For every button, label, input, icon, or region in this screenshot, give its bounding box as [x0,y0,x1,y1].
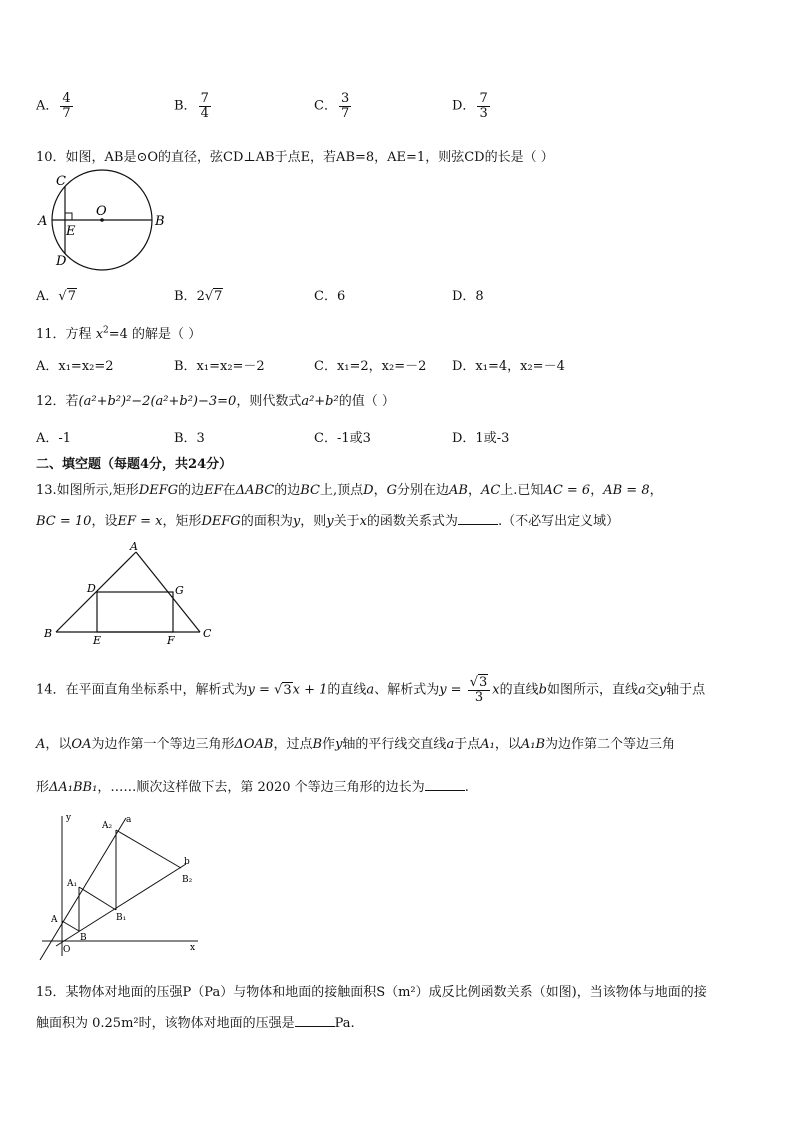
q14-math: a [366,682,375,698]
q13-math: BC = 10 [36,514,92,529]
q14-text: 轴于点 [666,682,706,698]
q13-text: 在 [222,483,236,498]
q10-right-angle-mark [65,213,72,220]
q13-line-1 [36,479,663,498]
q15-text: Pa. [334,1016,355,1031]
q9-option-d [452,92,492,120]
q14-label-o: O [63,945,71,955]
q13-text: ， [649,483,663,498]
answer-blank[interactable] [295,1014,335,1027]
section-title: 二、填空题（每题4分，共24分） [36,457,233,472]
sqrt-icon: √ [58,289,67,304]
q13-math: G [386,483,397,498]
q10-options [36,285,756,307]
q13-text: ， [590,483,604,498]
q14-coordinate-figure [36,810,206,960]
q13-text: .（不必写出定义域） [497,514,620,529]
answer-blank[interactable] [425,778,465,791]
q13-text: 上.已知 [500,483,544,498]
q14-line-3 [36,776,469,795]
q9-c-numerator: 3 [340,91,350,106]
q11-option-a: A．x₁=x₂=2 [36,359,114,374]
q14-math: ΔOAB [234,737,274,752]
q10-option-b-coef: 2 [196,289,205,304]
q9-b-numerator: 7 [200,91,209,106]
q14-fraction-numerator [468,676,491,691]
q14-text: ，以 [45,737,72,752]
q14-text: 轴的平行线交直线 [342,737,447,752]
q14-label-line-b: b [184,857,190,867]
q13-label-c: C [203,627,212,640]
q14-math: A₁ [480,737,495,752]
sqrt-icon: √ [469,675,479,690]
q14-math: y = [247,682,275,698]
q13-line-2 [36,510,619,529]
q9-option-d-label: D． [452,98,476,114]
q14-math: x + 1 [292,682,328,698]
q13-math: DEFG [138,483,179,498]
q14-text: 交 [645,682,659,698]
q10-label-o: O [96,204,107,219]
q14-text: 为边作第二个等边三角 [545,737,676,752]
q14-math: a [446,737,455,752]
q13-math: y [326,514,334,529]
q13-math: D [363,483,374,498]
q14-math: A₁B [520,737,545,752]
q14-segment-a1-b1 [79,887,116,910]
q14-fraction-denominator: 3 [474,689,484,705]
q13-label-f: F [167,634,175,646]
q13-text: ， [467,483,481,498]
q13-math: DEFG [201,514,241,529]
q14-label-b1: B₁ [116,913,127,923]
q14-label-line-a: a [126,815,132,825]
q15-line-2 [36,1012,355,1031]
q9-option-c-fraction [339,92,351,120]
q13-math: y [292,514,301,529]
q14-label-y: y [66,813,72,823]
q13-label-d: D [87,582,96,595]
q13-text: 关于 [333,514,360,529]
q13-triangle-figure [40,540,220,646]
q14-text: 14．在平面直角坐标系中，解析式为 [36,682,248,698]
q11-var: x [95,327,104,342]
q13-text: ， [373,483,387,498]
q10-label-d: D [56,254,67,269]
q10-label-c: C [56,174,66,189]
q14-text: ，以 [494,737,521,752]
q10-label-e: E [66,224,76,239]
q14-label-b2: B₂ [182,875,193,885]
q14-text: . [464,780,469,795]
q14-fraction [468,676,491,704]
q14-math: y [335,737,343,752]
q13-text: 的边 [178,483,205,498]
q10-circle-figure [34,168,174,272]
sqrt-icon: √ [204,289,214,304]
q14-math: A [36,737,46,752]
q14-radicand: 3 [283,682,292,698]
q12-option-a: A．-1 [36,431,72,446]
q9-b-denominator: 4 [200,105,209,121]
sqrt-icon: √ [274,682,283,698]
q12-stem-pre: 12．若 [36,394,79,409]
q10-option-a-label: A． [36,289,59,304]
q13-text: 的面积为 [240,514,293,529]
q13-math: ΔABC [235,483,275,498]
q11-stem-post: =4 的解是（ ） [108,327,202,342]
q13-math: x [359,514,367,529]
q9-option-b-label: B． [174,98,197,114]
q14-line-2 [36,733,675,752]
q12-option-d: D．1或-3 [452,431,510,446]
q10-label-a: A [38,214,48,229]
q9-option-c [314,92,353,120]
q12-expression: a²+b² [301,394,339,409]
q13-text: 分别在边 [396,483,449,498]
q13-math: EF = x [117,514,163,529]
q9-options [36,84,756,128]
answer-blank[interactable] [458,512,498,525]
q12-stem-mid: ，则代数式 [236,394,302,409]
q13-label-g: G [175,584,184,597]
q14-segment-a2-b2 [116,830,181,868]
q11-option-d: D．x₁=4，x₂=－4 [452,359,565,374]
q9-option-a-label: A． [36,98,59,114]
q12-option-b: B．3 [174,431,205,446]
q14-math: a [638,682,646,698]
q13-text: 的边 [274,483,301,498]
q11-sup: 2 [103,325,109,336]
q14-text: 形 [36,780,50,795]
q14-label-a1: A₁ [67,879,78,889]
q13-text: 13.如图所示,矩形 [36,483,139,498]
q10-label-b: B [155,214,165,229]
q13-text: 的函数关系式为 [366,514,458,529]
q14-label-a: A [51,915,58,925]
q14-math: x [492,682,500,698]
q11-stem [36,323,201,342]
q13-math: AC = 6 [543,483,591,498]
q13-math: AB = 8 [603,483,650,498]
q10-option-d: D．8 [452,289,484,304]
q13-math: AB [448,483,468,498]
q12-equation: (a²+b²)²−2(a²+b²)−3=0 [78,394,237,409]
q13-text: ，则 [300,514,327,529]
q14-text: ，过点 [273,737,313,752]
q10-option-b [174,285,223,304]
q14-text: 为边作第一个等边三角形 [91,737,235,752]
q14-text: 作 [322,737,336,752]
q14-line-1 [36,676,705,704]
q11-option-c: C．x₁=2，x₂=－2 [314,359,427,374]
q13-rectangle-defg [97,592,173,632]
q11-stem-pre: 11．方程 [36,327,96,342]
q14-text: 的直线 [499,682,539,698]
q10-option-c: C．6 [314,289,346,304]
q14-math: B [312,737,323,752]
q13-math: AC [480,483,501,498]
q12-option-c: C．-1或3 [314,431,371,446]
q14-segment-a-b [62,921,79,931]
q9-option-a-fraction [60,92,72,120]
q14-line-b [56,864,186,946]
q14-math: y [658,682,667,698]
q14-label-a2: A₂ [102,821,113,831]
q14-math: b [538,682,547,698]
q13-label-e: E [93,634,102,646]
q9-option-a [36,92,75,120]
q11-option-b: B．x₁=x₂=－2 [174,359,265,374]
q9-option-d-fraction [477,92,489,120]
q14-math: OA [71,737,92,752]
q10-option-b-radicand: 7 [214,289,223,304]
q9-option-b [174,92,213,120]
q13-label-b: B [44,627,53,640]
q10-option-b-label: B． [174,289,197,304]
q14-text: 的直线 [327,682,367,698]
q14-text: 于点 [454,737,481,752]
q9-c-denominator: 7 [340,105,350,121]
q10-option-a [36,285,77,304]
q13-math: EF [204,483,223,498]
q14-text: 如图所示，直线 [546,682,638,698]
q10-stem: 10．如图，AB是⊙O的直径，弦CD⊥AB于点E，若AB=8，AE=1，则弦CD的长是（ ） [36,150,554,165]
q12-stem-post: 的值（ ） [338,394,395,409]
q12-options [36,427,756,447]
q9-option-c-label: C． [314,98,337,114]
q15-line-1: 15．某物体对地面的压强P（Pa）与物体和地面的接触面积S（m²）成反比例函数关系（如图)，当该物体与地面的接 [36,985,707,1000]
q13-label-a: A [130,540,138,553]
q9-d-denominator: 3 [479,105,488,121]
q13-text: ，矩形 [162,514,202,529]
q9-d-numerator: 7 [479,91,488,106]
q14-num-radicand: 3 [479,675,488,690]
q13-text: 上,顶点 [319,483,364,498]
q14-label-x: x [190,943,196,953]
q14-label-b: B [80,933,87,943]
q14-text: 、解析式为 [374,682,440,698]
q14-math: ΔA₁BB₁ [49,780,98,795]
q9-a-denominator: 7 [62,105,71,121]
q10-option-a-radicand: 7 [67,289,76,304]
q14-math: y = [439,682,466,698]
q13-text: ，设 [91,514,118,529]
q15-text: 触面积为 0.25m²时，该物体对地面的压强是 [36,1016,295,1031]
q9-a-numerator: 4 [62,91,71,106]
q13-math: BC [300,483,320,498]
q11-options [36,355,756,375]
q14-text: ，……顺次这样做下去，第 2020 个等边三角形的边长为 [97,780,425,795]
q9-option-b-fraction [199,92,211,120]
q12-stem [36,390,395,409]
